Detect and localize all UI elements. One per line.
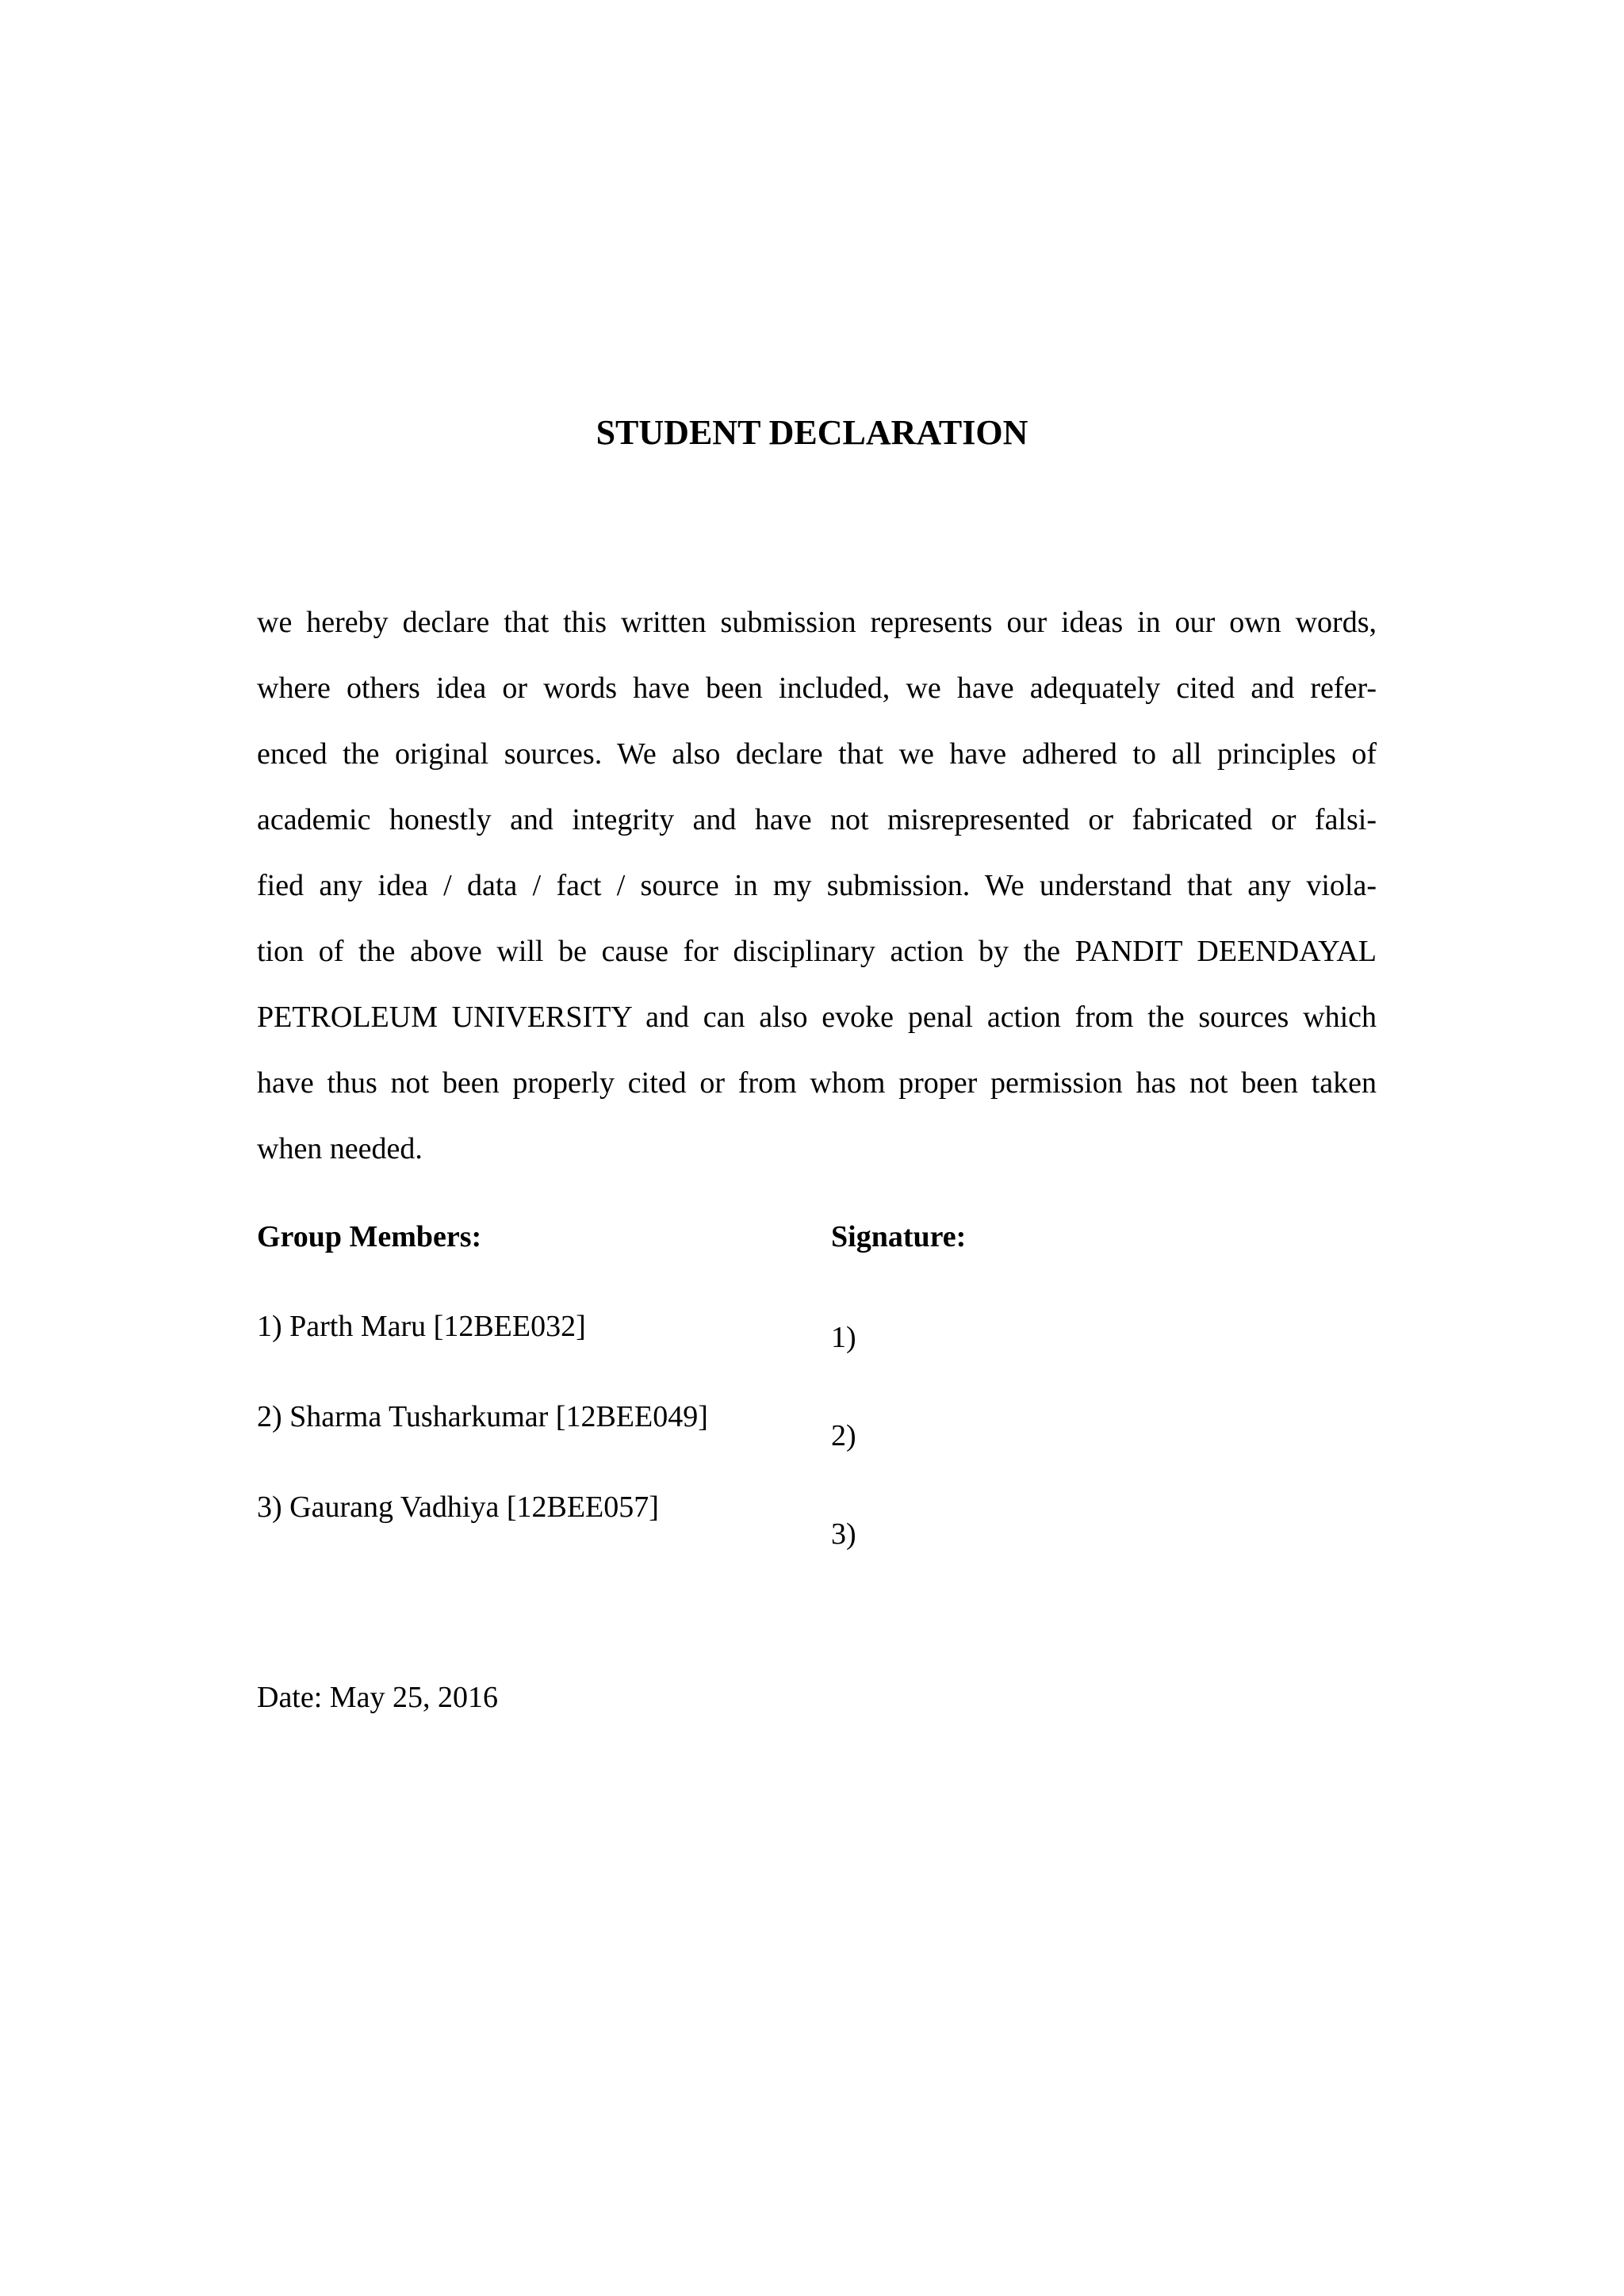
declaration-line: PETROLEUM UNIVERSITY and can also evoke penal action from the sources which xyxy=(257,1001,1377,1034)
declaration-line: academic honestly and integrity and have not misrepresented or fabricated or falsi- xyxy=(257,803,1377,836)
declaration-line: where others idea or words have been included, we have adequately cited and refer- xyxy=(257,672,1377,705)
declaration-date: Date: May 25, 2016 xyxy=(257,1681,498,1714)
declaration-line: tion of the above will be cause for disciplinary action by the PANDIT DEENDAYAL xyxy=(257,935,1377,968)
group-member-1: 1) Parth Maru [12BEE032] xyxy=(257,1310,586,1343)
declaration-paragraph xyxy=(257,590,1377,1182)
page-title: STUDENT DECLARATION xyxy=(596,413,1028,452)
group-member-3: 3) Gaurang Vadhiya [12BEE057] xyxy=(257,1490,659,1524)
signature-heading: Signature: xyxy=(831,1220,967,1253)
signature-entry-3: 3) xyxy=(831,1517,856,1551)
declaration-line: fied any idea / data / fact / source in my submission. We understand that any viola- xyxy=(257,869,1377,902)
group-member-2: 2) Sharma Tusharkumar [12BEE049] xyxy=(257,1400,708,1433)
declaration-line: enced the original sources. We also declare that we have adhered to all principles of xyxy=(257,737,1377,771)
signature-entry-2: 2) xyxy=(831,1419,856,1452)
declaration-line: have thus not been properly cited or from whom proper permission has not been taken xyxy=(257,1066,1377,1100)
group-members-heading: Group Members: xyxy=(257,1220,482,1253)
signature-entry-1: 1) xyxy=(831,1321,856,1354)
declaration-line: when needed. xyxy=(257,1132,423,1165)
declaration-line: we hereby declare that this written submission represents our ideas in our own words, xyxy=(257,606,1377,639)
